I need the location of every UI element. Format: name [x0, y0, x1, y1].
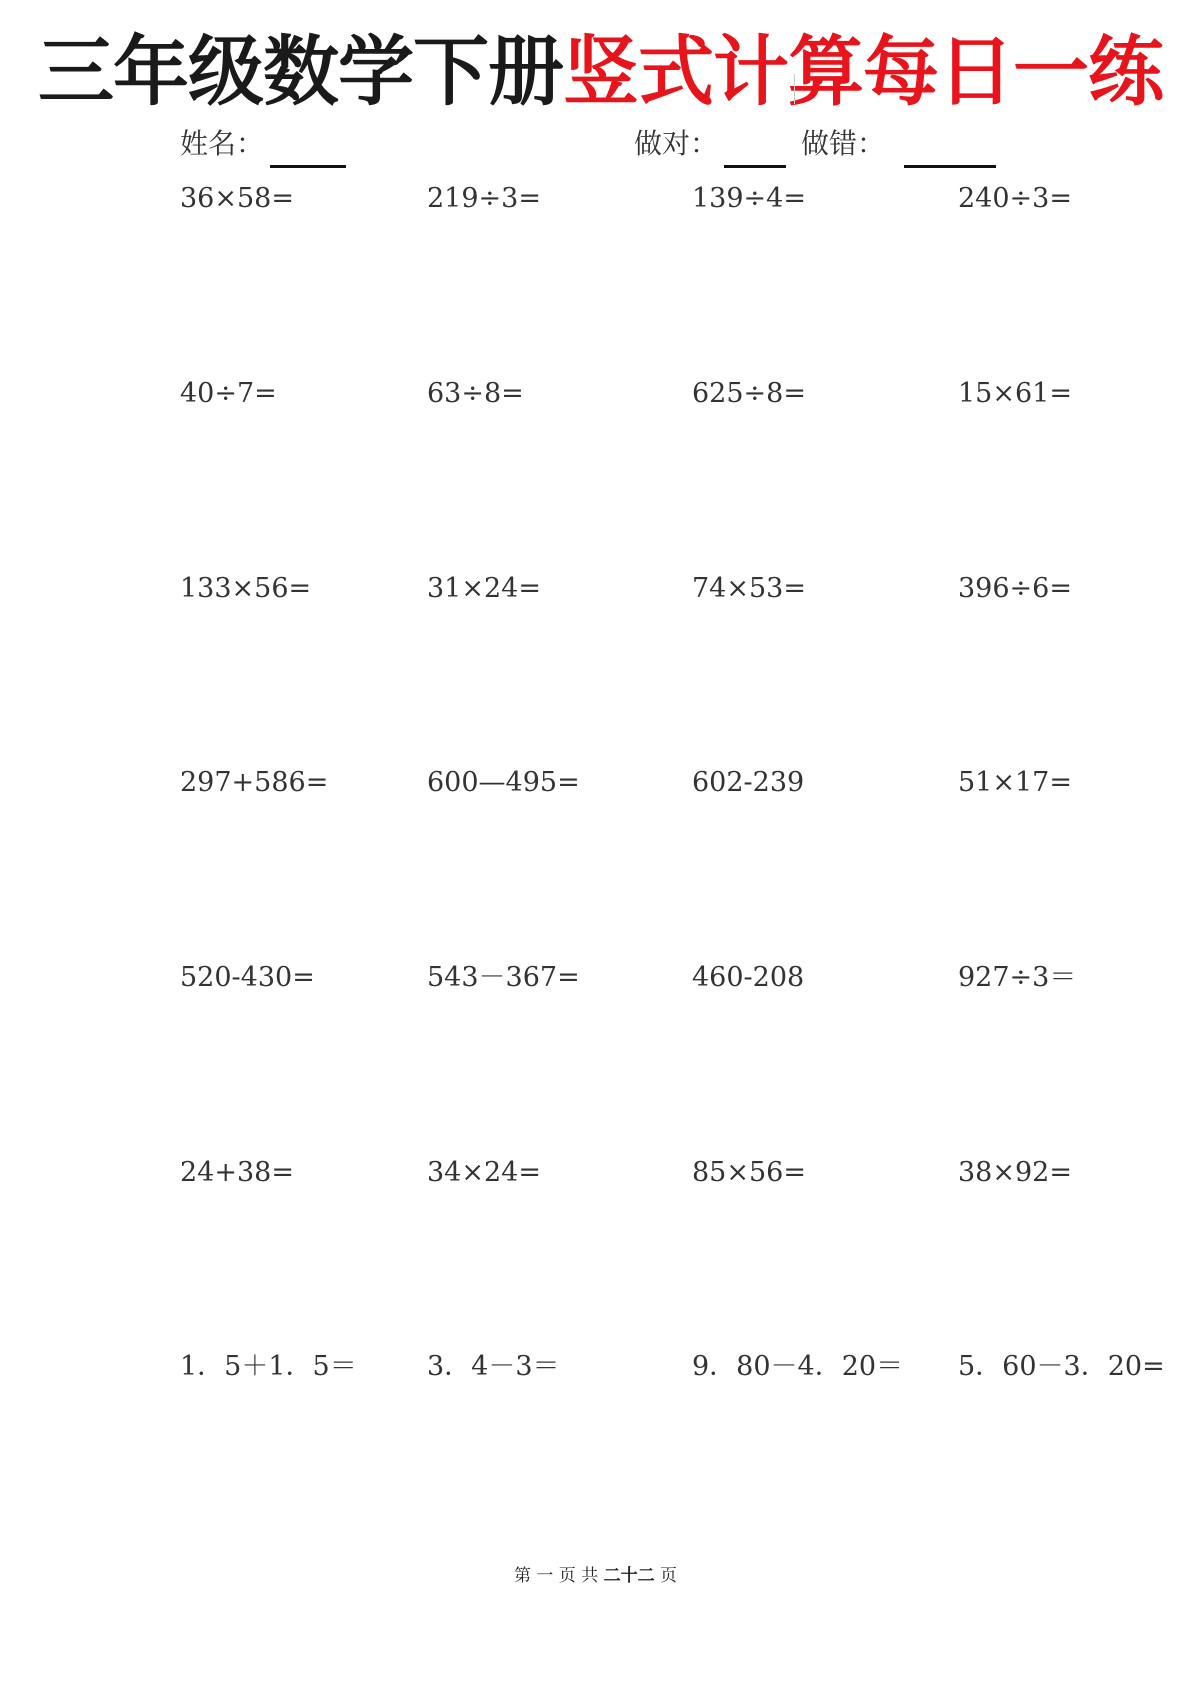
problem-item: 297+586= — [180, 767, 329, 798]
problem-item: 1．5＋1．5＝ — [180, 1351, 357, 1382]
name-blank[interactable] — [270, 165, 346, 168]
wrong-label: 做错： — [801, 127, 886, 160]
problem-item: 15×61= — [958, 378, 1072, 409]
problem-item: 40÷7= — [180, 378, 277, 409]
problem-item: 51×17= — [958, 767, 1072, 798]
problem-item: 36×58= — [180, 183, 294, 214]
problem-item: 600—495= — [427, 767, 580, 798]
correct-blank[interactable] — [724, 165, 786, 168]
problem-item: 24+38= — [180, 1157, 294, 1188]
title-black-part: 三年级数学下册 — [38, 27, 563, 116]
problem-item: 927÷3＝ — [958, 962, 1077, 993]
page-footer — [0, 1564, 1191, 1588]
problem-item: 31×24= — [427, 573, 541, 604]
problem-item: 85×56= — [692, 1157, 806, 1188]
problem-item: 543－367= — [427, 962, 580, 993]
problem-item: 219÷3= — [427, 183, 541, 214]
problem-item: 139÷4= — [692, 183, 806, 214]
problem-item: 3．4－3＝ — [427, 1351, 560, 1382]
footer-total-pages: 二十二 — [603, 1566, 655, 1586]
problem-item: 38×92= — [958, 1157, 1072, 1188]
problem-item: 602-239 — [692, 767, 805, 798]
problem-item: 520-430= — [180, 962, 315, 993]
footer-suffix: 页 — [654, 1566, 678, 1586]
wrong-blank[interactable] — [904, 165, 996, 168]
footer-prefix: 第 一 页 共 — [513, 1566, 604, 1586]
correct-label: 做对： — [634, 127, 719, 160]
problem-item: 63÷8= — [427, 378, 524, 409]
page-title — [38, 22, 1163, 122]
name-label: 姓名： — [180, 127, 265, 160]
problem-item: 396÷6= — [958, 573, 1072, 604]
title-red-part: 竖式计算每日一练 — [563, 27, 1163, 116]
problem-item: 133×56= — [180, 573, 312, 604]
problem-item: 240÷3= — [958, 183, 1072, 214]
margin-mark — [794, 74, 795, 104]
problem-item: 5．60－3．20= — [958, 1351, 1165, 1382]
problem-item: 34×24= — [427, 1157, 541, 1188]
problem-item: 9．80－4．20＝ — [692, 1351, 904, 1382]
problem-item: 625÷8= — [692, 378, 806, 409]
problem-item: 460-208 — [692, 962, 805, 993]
problem-item: 74×53= — [692, 573, 806, 604]
